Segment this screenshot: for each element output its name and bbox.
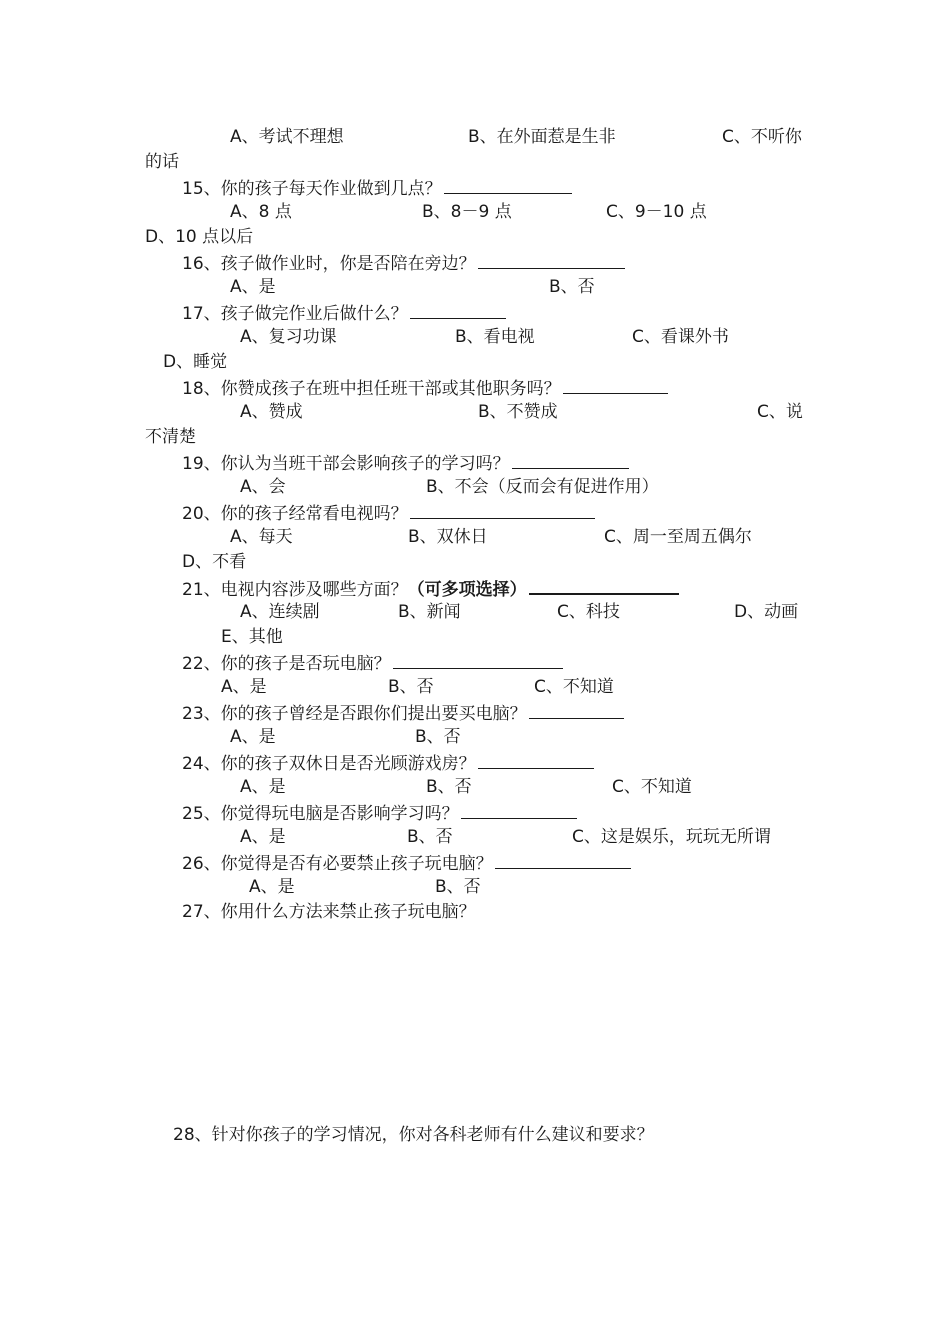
q15-option-d: D、10 点以后: [145, 227, 254, 247]
q19-option-a: A、会: [240, 477, 286, 497]
question-25-answer-blank[interactable]: [461, 802, 577, 819]
q18-option-a: A、赞成: [240, 402, 303, 422]
question-22-answer-blank[interactable]: [393, 652, 563, 669]
question-17: [182, 302, 506, 324]
q14-option-b: B、在外面惹是生非: [468, 127, 616, 147]
q23-option-a: A、是: [230, 727, 276, 747]
question-24: [182, 752, 594, 774]
q15-option-c: C、9－10 点: [606, 202, 707, 222]
q14-option-a: A、考试不理想: [230, 127, 344, 147]
q24-option-b: B、否: [426, 777, 472, 797]
question-28: 28、针对你孩子的学习情况，你对各科老师有什么建议和要求？: [173, 1125, 654, 1145]
question-18-text: 18、你赞成孩子在班中担任班干部或其他职务吗？: [182, 379, 561, 399]
q18-option-b: B、不赞成: [478, 402, 558, 422]
question-16: [182, 252, 625, 274]
q25-option-b: B、否: [407, 827, 453, 847]
question-27: 27、你用什么方法来禁止孩子玩电脑？: [182, 902, 476, 922]
question-16-text: 16、孩子做作业时，你是否陪在旁边？: [182, 254, 476, 274]
q18-option-c-continued: 不清楚: [145, 427, 196, 447]
question-19-text: 19、你认为当班干部会影响孩子的学习吗？: [182, 454, 510, 474]
question-22: [182, 652, 563, 674]
question-23-text: 23、你的孩子曾经是否跟你们提出要买电脑？: [182, 704, 527, 724]
q22-option-a: A、是: [221, 677, 267, 697]
question-18-answer-blank[interactable]: [563, 377, 668, 394]
question-19-answer-blank[interactable]: [512, 452, 629, 469]
q21-option-b: B、新闻: [398, 602, 461, 622]
q19-option-b: B、不会（反而会有促进作用）: [426, 477, 659, 497]
q17-option-a: A、复习功课: [240, 327, 337, 347]
question-15: [182, 177, 572, 199]
question-17-text: 17、孩子做完作业后做什么？: [182, 304, 408, 324]
q21-option-d: D、动画: [734, 602, 799, 622]
question-20: [182, 502, 595, 524]
q21-option-e: E、其他: [221, 627, 283, 647]
q25-option-a: A、是: [240, 827, 286, 847]
q18-option-c: C、说: [757, 402, 803, 422]
q25-option-c: C、这是娱乐，玩玩无所谓: [572, 827, 771, 847]
q24-option-a: A、是: [240, 777, 286, 797]
question-24-answer-blank[interactable]: [478, 752, 594, 769]
question-25-text: 25、你觉得玩电脑是否影响学习吗？: [182, 804, 459, 824]
question-15-text: 15、你的孩子每天作业做到几点？: [182, 179, 442, 199]
q20-option-c: C、周一至周五偶尔: [604, 527, 752, 547]
question-21-note: （可多项选择）: [407, 580, 527, 600]
question-27-answer-area[interactable]: [182, 928, 802, 1108]
question-17-answer-blank[interactable]: [410, 302, 506, 319]
q16-option-a: A、是: [230, 277, 276, 297]
question-28-answer-area[interactable]: [173, 1152, 813, 1322]
q17-option-c: C、看课外书: [632, 327, 729, 347]
q17-option-d: D、睡觉: [163, 352, 228, 372]
q20-option-a: A、每天: [230, 527, 293, 547]
question-21-answer-blank[interactable]: [529, 577, 679, 595]
question-18: [182, 377, 668, 399]
q20-option-b: B、双休日: [408, 527, 488, 547]
q17-option-b: B、看电视: [455, 327, 535, 347]
question-19: [182, 452, 629, 474]
question-21: [182, 577, 679, 600]
question-16-answer-blank[interactable]: [478, 252, 625, 269]
question-25: [182, 802, 577, 824]
q14-option-c-continued: 的话: [145, 152, 179, 172]
q15-option-b: B、8－9 点: [422, 202, 512, 222]
q23-option-b: B、否: [415, 727, 461, 747]
q20-option-d: D、不看: [182, 552, 247, 572]
question-26-answer-blank[interactable]: [495, 852, 631, 869]
q15-option-a: A、8 点: [230, 202, 292, 222]
q22-option-b: B、否: [388, 677, 434, 697]
q21-option-a: A、连续剧: [240, 602, 320, 622]
q26-option-b: B、否: [435, 877, 481, 897]
question-23: [182, 702, 624, 724]
q22-option-c: C、不知道: [534, 677, 614, 697]
q14-option-c: C、不听你: [722, 127, 802, 147]
q21-option-c: C、科技: [557, 602, 620, 622]
question-24-text: 24、你的孩子双休日是否光顾游戏房？: [182, 754, 476, 774]
question-22-text: 22、你的孩子是否玩电脑？: [182, 654, 391, 674]
question-15-answer-blank[interactable]: [444, 177, 572, 194]
q26-option-a: A、是: [249, 877, 295, 897]
question-20-answer-blank[interactable]: [410, 502, 595, 519]
question-26: [182, 852, 631, 874]
question-26-text: 26、你觉得是否有必要禁止孩子玩电脑？: [182, 854, 493, 874]
q24-option-c: C、不知道: [612, 777, 692, 797]
q16-option-b: B、否: [549, 277, 595, 297]
question-23-answer-blank[interactable]: [529, 702, 624, 719]
question-20-text: 20、你的孩子经常看电视吗？: [182, 504, 408, 524]
question-21-text: 21、电视内容涉及哪些方面？: [182, 580, 408, 600]
